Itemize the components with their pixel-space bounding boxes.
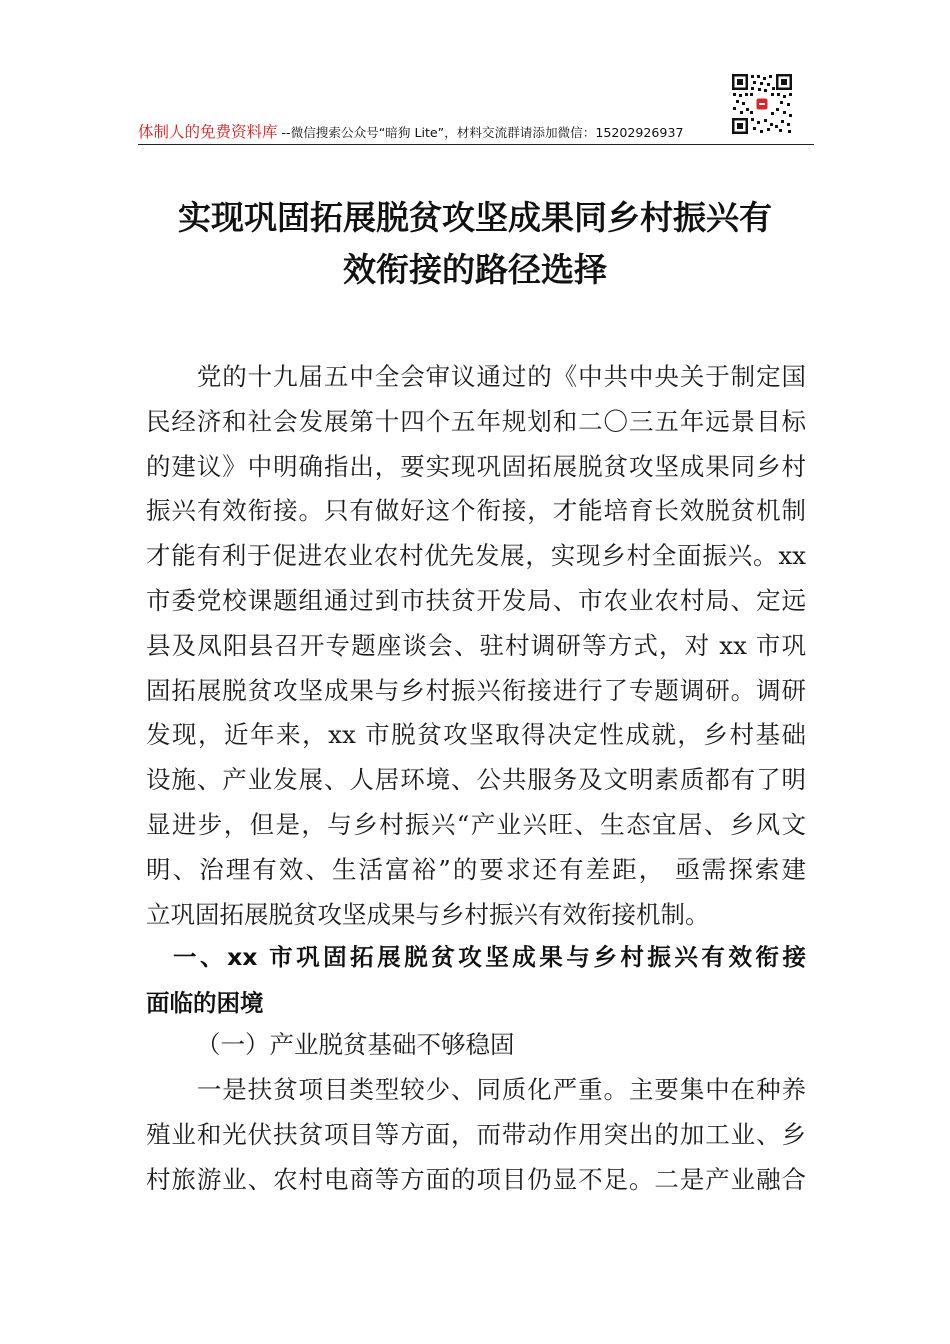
paragraph-line: 的建议》中明确指出，要实现巩固拓展脱贫攻坚成果同乡村 (146, 451, 806, 481)
intro-paragraph (146, 355, 806, 937)
header-divider (138, 144, 814, 145)
document-title (120, 192, 830, 296)
paragraph-line: 明、治理有效、生活富裕”的要求还有差距， 亟需探索建 (146, 854, 806, 884)
header-note: --微信搜索公众号“暗狗 Lite”，材料交流群请添加微信：15202926937 (281, 125, 684, 140)
paragraph-line: 民经济和社会发展第十四个五年规划和二〇三五年远景目标 (146, 406, 806, 436)
heading-line-2: 面临的困境 (146, 989, 264, 1017)
paragraph-line: 设施、产业发展、人居环境、公共服务及文明素质都有了明 (146, 765, 806, 795)
paragraph-line: 固拓展脱贫攻坚成果与乡村振兴衔接进行了专题调研。调研 (146, 675, 806, 705)
paragraph-line: 市委党校课题组通过到市扶贫开发局、市农业农村局、定远 (146, 585, 806, 615)
paragraph-line: 村旅游业、农村电商等方面的项目仍显不足。二是产业融合 (146, 1164, 806, 1194)
paragraph-line: 殖业和光伏扶贫项目等方面，而带动作用突出的加工业、乡 (146, 1119, 806, 1149)
subsection-heading: （一）产业脱贫基础不够稳固 (196, 1030, 515, 1059)
header-brand: 体制人的免费资料库 (138, 123, 278, 141)
title-line-2: 效衔接的路径选择 (343, 250, 607, 289)
title-line-1: 实现巩固拓展脱贫攻坚成果同乡村振兴有 (178, 198, 772, 237)
paragraph-line: 发现，近年来，xx 市脱贫攻坚取得决定性成就，乡村基础 (146, 720, 806, 750)
paragraph-line: 一是扶贫项目类型较少、同质化严重。主要集中在种养 (146, 1075, 806, 1104)
paragraph-line: 县及凤阳县召开专题座谈会、驻村调研等方式，对 xx 市巩 (146, 630, 806, 660)
heading-line-1: 一、xx 市巩固拓展脱贫攻坚成果与乡村振兴有效衔接 (146, 943, 806, 971)
body-paragraph-2 (146, 1068, 806, 1202)
section-heading-1 (146, 934, 806, 1026)
paragraph-line: 党的十九届五中全会审议通过的《中共中央关于制定国 (146, 362, 806, 391)
qr-code-icon (731, 73, 793, 135)
paragraph-line: 立巩固拓展脱贫攻坚成果与乡村振兴有效衔接机制。 (146, 899, 710, 929)
paragraph-line: 才能有利于促进农业农村优先发展，实现乡村全面振兴。xx (146, 541, 806, 571)
page-header (138, 120, 814, 146)
paragraph-line: 振兴有效衔接。只有做好这个衔接，才能培育长效脱贫机制 (146, 496, 806, 526)
paragraph-line: 显进步，但是，与乡村振兴“产业兴旺、生态宜居、乡风文 (146, 809, 806, 839)
